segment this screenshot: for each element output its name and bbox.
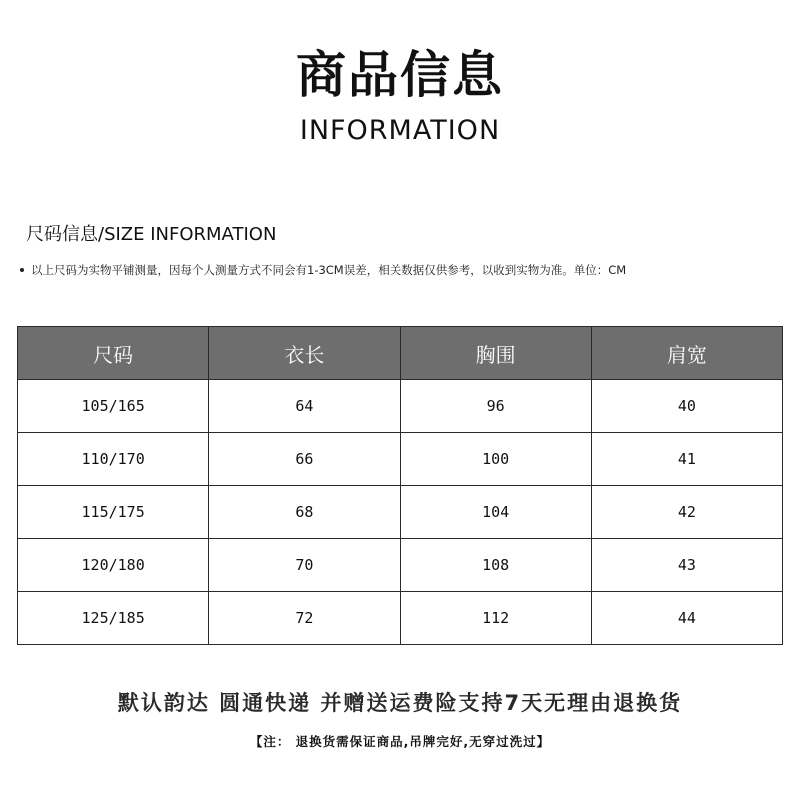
column-header-size: 尺码 [18,327,209,380]
page-subtitle: INFORMATION [299,115,501,146]
cell-shoulder: 40 [591,380,782,433]
shipping-promo: 默认韵达 圆通快递 并赠送运费险支持7天无理由退换货 [117,691,683,715]
table-header-row [18,327,783,380]
cell-size: 110/170 [18,433,209,486]
cell-shoulder: 42 [591,486,782,539]
return-notice: 【注： 退换货需保证商品,吊牌完好,无穿过洗过】 [249,734,551,749]
cell-shoulder: 44 [591,592,782,645]
column-header-shoulder: 肩宽 [591,327,782,380]
page-title: 商品信息 [296,46,504,104]
cell-length: 66 [209,433,400,486]
cell-size: 115/175 [18,486,209,539]
cell-size: 105/165 [18,380,209,433]
cell-chest: 96 [400,380,591,433]
cell-length: 68 [209,486,400,539]
table-row [18,539,783,592]
bullet-icon [20,268,24,272]
size-table [17,326,783,645]
table-row [18,486,783,539]
cell-chest: 104 [400,486,591,539]
cell-shoulder: 43 [591,539,782,592]
cell-size: 120/180 [18,539,209,592]
table-row [18,433,783,486]
cell-length: 72 [209,592,400,645]
table-row [18,380,783,433]
cell-chest: 108 [400,539,591,592]
size-note [20,261,626,279]
cell-shoulder: 41 [591,433,782,486]
column-header-chest: 胸围 [400,327,591,380]
size-note-text: 以上尺码为实物平铺测量，因每个人测量方式不同会有1-3CM误差，相关数据仅供参考，以收到实物为准。单位：CM [31,263,627,277]
cell-chest: 100 [400,433,591,486]
cell-length: 70 [209,539,400,592]
column-header-length: 衣长 [209,327,400,380]
table-row [18,592,783,645]
cell-length: 64 [209,380,400,433]
size-section-title: 尺码信息/SIZE INFORMATION [26,224,277,245]
cell-chest: 112 [400,592,591,645]
cell-size: 125/185 [18,592,209,645]
